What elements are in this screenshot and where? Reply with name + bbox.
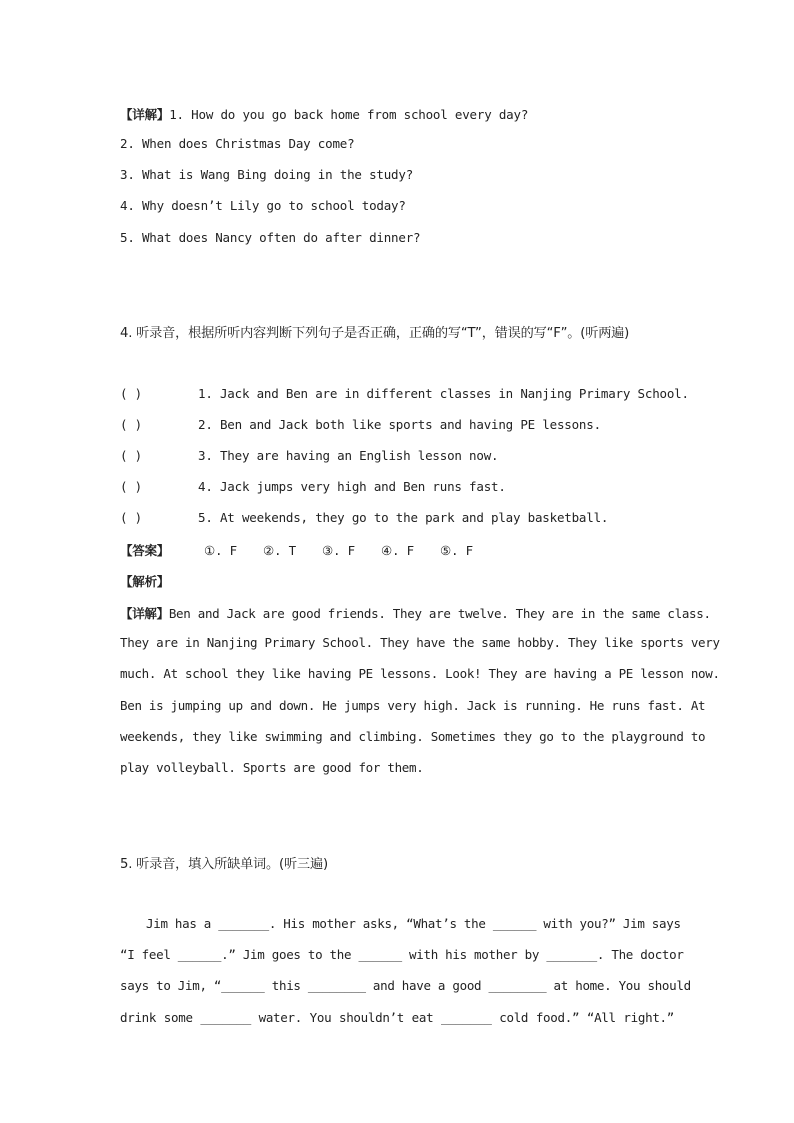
question-3: 3. What is Wang Bing doing in the study? bbox=[120, 167, 414, 182]
detail-paragraph-line-6: play volleyball. Sports are good for them. bbox=[120, 760, 424, 775]
answer-2: ②. T bbox=[262, 543, 296, 558]
answer-5: ⑤. F bbox=[439, 543, 473, 558]
judge-text: 3. They are having an English lesson now. bbox=[198, 448, 499, 463]
section-4-title: 4. 听录音，根据所听内容判断下列句子是否正确，正确的写“T”，错误的写“F”。(听两遍) bbox=[120, 326, 630, 341]
question-5: 5. What does Nancy often do after dinner? bbox=[120, 230, 421, 245]
detail-paragraph-line-1 bbox=[120, 604, 711, 622]
judge-item-1 bbox=[120, 386, 689, 401]
judge-text: 5. At weekends, they go to the park and play basketball. bbox=[198, 510, 609, 525]
answer-1: ①. F bbox=[204, 543, 237, 558]
answer-blank: ( ) bbox=[120, 479, 142, 494]
detail-paragraph-line-5: weekends, they like swimming and climbing. Sometimes they go to the playground to bbox=[120, 729, 706, 744]
answer-blank: ( ) bbox=[120, 448, 142, 463]
judge-item-5 bbox=[120, 510, 608, 525]
question-text: 1. How do you go back home from school every day? bbox=[169, 107, 529, 122]
answer-label: 【答案】 bbox=[120, 543, 170, 558]
section-5-title: 5. 听录音，填入所缺单词。(听三遍) bbox=[120, 857, 328, 872]
detail-paragraph-line-3: much. At school they like having PE lessons. Look! They are having a PE lesson now. bbox=[120, 666, 720, 681]
cloze-line-1: Jim has a _______. His mother asks, “What’s the ______ with you?” Jim says bbox=[146, 916, 681, 931]
question-2: 2. When does Christmas Day come? bbox=[120, 136, 355, 151]
cloze-line-4: drink some _______ water. You shouldn’t eat _______ cold food.” “All right.” bbox=[120, 1010, 674, 1025]
answer-4: ④. F bbox=[380, 543, 414, 558]
answer-3: ③. F bbox=[321, 543, 355, 558]
cloze-line-3: says to Jim, “______ this ________ and have a good ________ at home. You should bbox=[120, 978, 691, 993]
judge-text: 1. Jack and Ben are in different classes in Nanjing Primary School. bbox=[198, 386, 689, 401]
answer-blank: ( ) bbox=[120, 386, 142, 401]
answer-blank: ( ) bbox=[120, 417, 142, 432]
judge-item-2 bbox=[120, 417, 601, 432]
question-4: 4. Why doesn’t Lily go to school today? bbox=[120, 198, 406, 213]
cloze-line-2: “I feel ______.” Jim goes to the ______ with his mother by _______. The doctor bbox=[120, 947, 684, 962]
detail-text: Ben and Jack are good friends. They are twelve. They are in the same class. bbox=[168, 606, 711, 621]
detail-label: 【详解】 bbox=[120, 606, 169, 621]
judge-item-4 bbox=[120, 479, 506, 494]
judge-item-3 bbox=[120, 448, 498, 463]
answer-row bbox=[120, 541, 499, 559]
detail-paragraph-line-4: Ben is jumping up and down. He jumps very high. Jack is running. He runs fast. At bbox=[120, 698, 706, 713]
detail-paragraph-line-2: They are in Nanjing Primary School. They have the same hobby. They like sports very bbox=[120, 635, 720, 650]
answer-blank: ( ) bbox=[120, 510, 142, 525]
analysis-label: 【解析】 bbox=[120, 574, 170, 589]
detail-label: 【详解】 bbox=[120, 107, 170, 122]
detail-line-1 bbox=[120, 105, 528, 123]
judge-text: 4. Jack jumps very high and Ben runs fast. bbox=[198, 479, 506, 494]
judge-text: 2. Ben and Jack both like sports and having PE lessons. bbox=[198, 417, 601, 432]
